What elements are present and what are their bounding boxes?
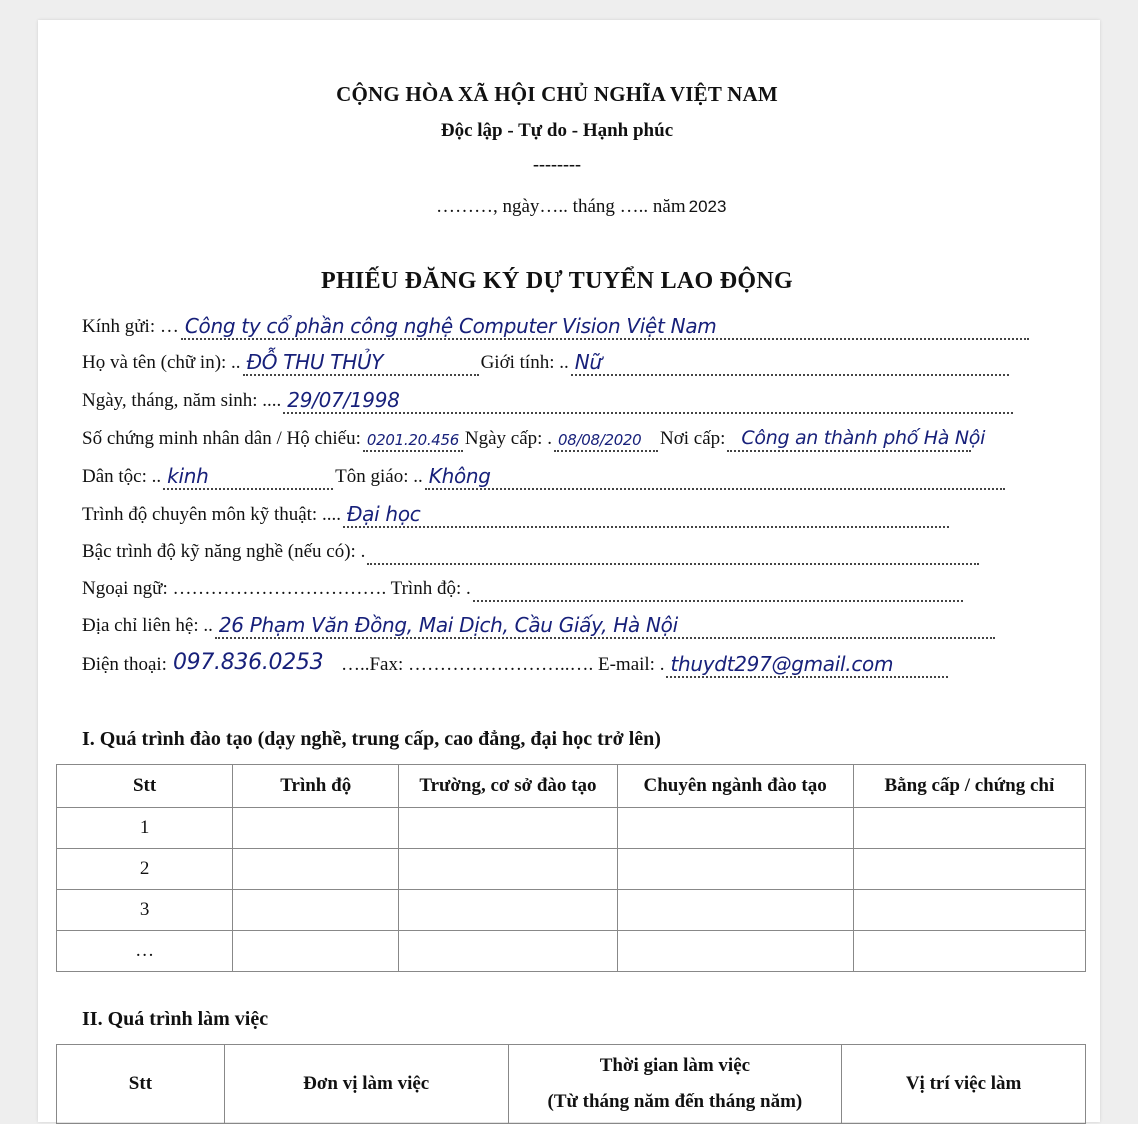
row-number: … bbox=[57, 931, 233, 972]
table-cell[interactable] bbox=[399, 931, 617, 972]
field-phone bbox=[82, 652, 950, 678]
phone-label: Điện thoại: bbox=[82, 654, 167, 675]
work-table-header bbox=[57, 1045, 1086, 1124]
phone-input[interactable] bbox=[169, 650, 339, 678]
skill-level-label: Bậc trình độ kỹ năng nghề (nếu có): . bbox=[82, 541, 366, 562]
religion-input[interactable] bbox=[425, 466, 1005, 490]
table-cell[interactable] bbox=[399, 808, 617, 849]
col-employer: Đơn vị làm việc bbox=[224, 1045, 508, 1124]
issue-date-value: 08/08/2020 bbox=[557, 431, 642, 449]
col-stt: Stt bbox=[57, 765, 233, 808]
address-input[interactable] bbox=[215, 615, 995, 639]
work-table bbox=[56, 1044, 1086, 1124]
row-number: 1 bbox=[57, 808, 233, 849]
religion-value: Không bbox=[428, 464, 491, 488]
recipient-input[interactable] bbox=[181, 316, 1029, 340]
row-number: 3 bbox=[57, 890, 233, 931]
phone-value: 097.836.0253 bbox=[172, 650, 324, 675]
col-position: Vị trí việc làm bbox=[842, 1045, 1086, 1124]
training-table-header bbox=[57, 765, 1086, 808]
table-row bbox=[57, 849, 1086, 890]
ethnicity-label: Dân tộc: .. bbox=[82, 466, 162, 487]
table-row bbox=[57, 931, 1086, 972]
education-input[interactable] bbox=[343, 504, 949, 528]
training-table bbox=[56, 764, 1086, 972]
table-cell[interactable] bbox=[233, 849, 399, 890]
table-cell[interactable] bbox=[617, 849, 853, 890]
recipient-label: Kính gửi: … bbox=[82, 316, 179, 337]
table-cell[interactable] bbox=[853, 931, 1085, 972]
email-value: thuydt297@gmail.com bbox=[670, 652, 894, 676]
date-year: 2023 bbox=[688, 197, 727, 216]
form-title: PHIẾU ĐĂNG KÝ DỰ TUYỂN LAO ĐỘNG bbox=[321, 268, 793, 294]
table-cell[interactable] bbox=[233, 890, 399, 931]
col-period bbox=[508, 1045, 842, 1124]
table-cell[interactable] bbox=[617, 890, 853, 931]
issue-date-input[interactable] bbox=[554, 428, 658, 452]
issue-place-value: Công an thành phố Hà Nội bbox=[741, 427, 986, 449]
table-cell[interactable] bbox=[399, 849, 617, 890]
field-recipient bbox=[82, 314, 1031, 340]
religion-label: Tôn giáo: .. bbox=[335, 466, 423, 487]
registration-form-page bbox=[38, 20, 1100, 1122]
table-cell[interactable] bbox=[853, 890, 1085, 931]
table-row bbox=[57, 808, 1086, 849]
col-period-title: Thời gian làm việc bbox=[599, 1055, 751, 1076]
national-motto: Độc lập - Tự do - Hạnh phúc bbox=[440, 120, 674, 141]
table-cell[interactable] bbox=[233, 808, 399, 849]
national-header: CỘNG HÒA XÃ HỘI CHỦ NGHĨA VIỆT NAM bbox=[336, 82, 778, 106]
date-line-text: ………, ngày….. tháng ….. năm bbox=[436, 196, 686, 217]
header-divider: -------- bbox=[533, 154, 581, 174]
col-degree: Bằng cấp / chứng chỉ bbox=[853, 765, 1085, 808]
birth-date-value: 29/07/1998 bbox=[287, 388, 400, 412]
language-level-input[interactable] bbox=[473, 578, 963, 602]
col-school: Trường, cơ sở đào tạo bbox=[399, 765, 617, 808]
col-stt: Stt bbox=[57, 1045, 225, 1124]
section-training-title: I. Quá trình đào tạo (dạy nghề, trung cấp, cao đẳng, đại học trở lên) bbox=[82, 728, 661, 750]
full-name-input[interactable] bbox=[243, 352, 479, 376]
issue-date-label: Ngày cấp: . bbox=[464, 428, 552, 449]
birth-date-input[interactable] bbox=[283, 390, 1013, 414]
full-name-label: Họ và tên (chữ in): .. bbox=[82, 352, 241, 373]
email-input[interactable] bbox=[666, 654, 948, 678]
gender-label: Giới tính: .. bbox=[480, 352, 569, 373]
col-period-subtitle: (Từ tháng năm đến tháng năm) bbox=[547, 1091, 803, 1112]
gender-value: Nữ bbox=[574, 350, 602, 374]
ethnicity-value: kinh bbox=[167, 464, 209, 488]
date-line bbox=[436, 196, 726, 218]
education-label: Trình độ chuyên môn kỹ thuật: .... bbox=[82, 504, 341, 525]
col-major: Chuyên ngành đào tạo bbox=[617, 765, 853, 808]
table-cell[interactable] bbox=[617, 931, 853, 972]
id-number-input[interactable] bbox=[363, 428, 463, 452]
col-level: Trình độ bbox=[233, 765, 399, 808]
recipient-value: Công ty cổ phần công nghệ Computer Vision Việt Nam bbox=[184, 314, 717, 338]
field-skill-level bbox=[82, 539, 981, 565]
birth-date-label: Ngày, tháng, năm sinh: .... bbox=[82, 390, 282, 411]
table-cell[interactable] bbox=[853, 808, 1085, 849]
address-label: Địa chỉ liên hệ: .. bbox=[82, 615, 213, 636]
table-cell[interactable] bbox=[617, 808, 853, 849]
issue-place-label: Nơi cấp: bbox=[659, 428, 726, 449]
table-cell[interactable] bbox=[853, 849, 1085, 890]
table-cell[interactable] bbox=[233, 931, 399, 972]
field-address bbox=[82, 613, 997, 639]
field-ethnicity bbox=[82, 464, 1007, 490]
skill-level-input[interactable] bbox=[367, 541, 979, 565]
row-number: 2 bbox=[57, 849, 233, 890]
issue-place-input[interactable] bbox=[727, 427, 986, 452]
id-number-value: 0201.20.456 bbox=[366, 431, 460, 449]
field-id-number bbox=[82, 426, 986, 452]
section-work-title: II. Quá trình làm việc bbox=[82, 1008, 269, 1030]
table-row bbox=[57, 890, 1086, 931]
table-cell[interactable] bbox=[399, 890, 617, 931]
field-birth-date bbox=[82, 388, 1015, 414]
id-number-label: Số chứng minh nhân dân / Hộ chiếu: bbox=[82, 428, 361, 449]
fax-email-label: …..Fax: ……………………..…. E-mail: . bbox=[340, 654, 665, 675]
gender-input[interactable] bbox=[571, 352, 1009, 376]
address-value: 26 Phạm Văn Đồng, Mai Dịch, Cầu Giấy, Hà Nội bbox=[218, 613, 678, 637]
education-value: Đại học bbox=[346, 502, 421, 526]
field-language bbox=[82, 576, 965, 602]
language-label: Ngoại ngữ: ……………………………. Trình độ: . bbox=[82, 578, 471, 599]
field-education bbox=[82, 502, 951, 528]
field-full-name bbox=[82, 350, 1011, 376]
full-name-value: ĐỖ THU THỦY bbox=[246, 350, 384, 374]
ethnicity-input[interactable] bbox=[163, 466, 333, 490]
